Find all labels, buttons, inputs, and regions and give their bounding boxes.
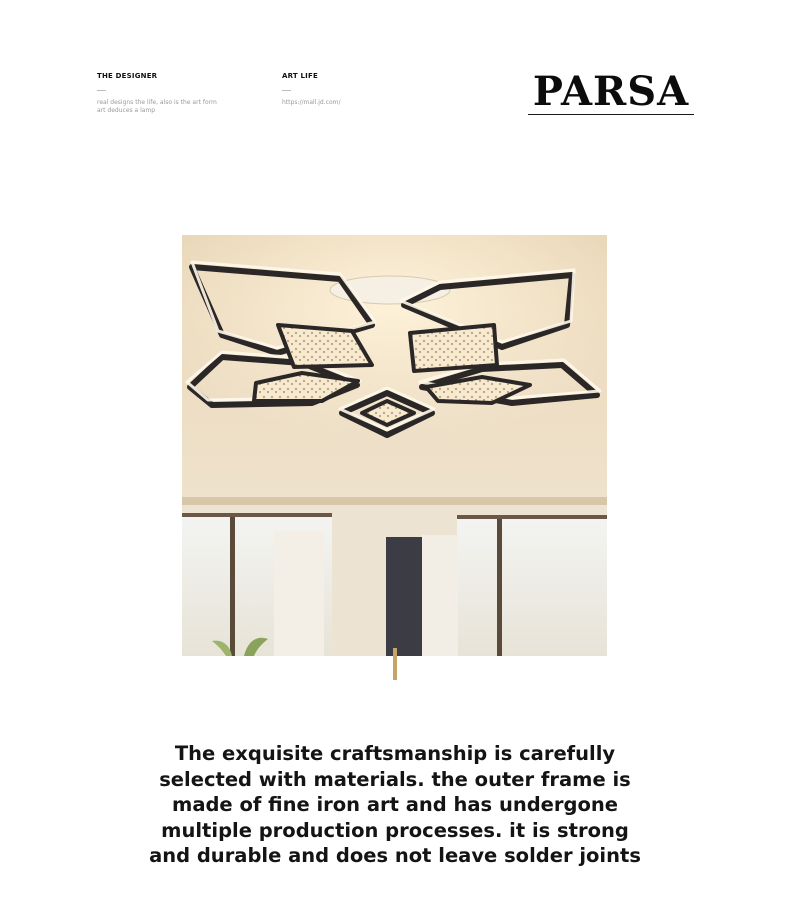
artlife-link[interactable]: https://mall.jd.com/	[282, 99, 341, 106]
artlife-title: ART LIFE	[282, 72, 318, 80]
accent-bar	[393, 648, 397, 680]
artlife-block	[282, 72, 341, 107]
designer-title: THE DESIGNER	[97, 72, 158, 80]
product-description: The exquisite craftsmanship is carefully selected with materials. the outer frame is made of fine iron art and has undergone multiple production processes. it is strong and durable and does not leave solder joints	[149, 742, 641, 867]
divider	[97, 90, 106, 91]
designer-text: real designs the life, also is the art form art deduces a lamp	[97, 99, 217, 114]
designer-block	[97, 72, 217, 115]
brand-logo: PARSA	[528, 70, 694, 115]
ceiling-lamp-photo	[182, 235, 607, 656]
divider	[282, 90, 291, 91]
